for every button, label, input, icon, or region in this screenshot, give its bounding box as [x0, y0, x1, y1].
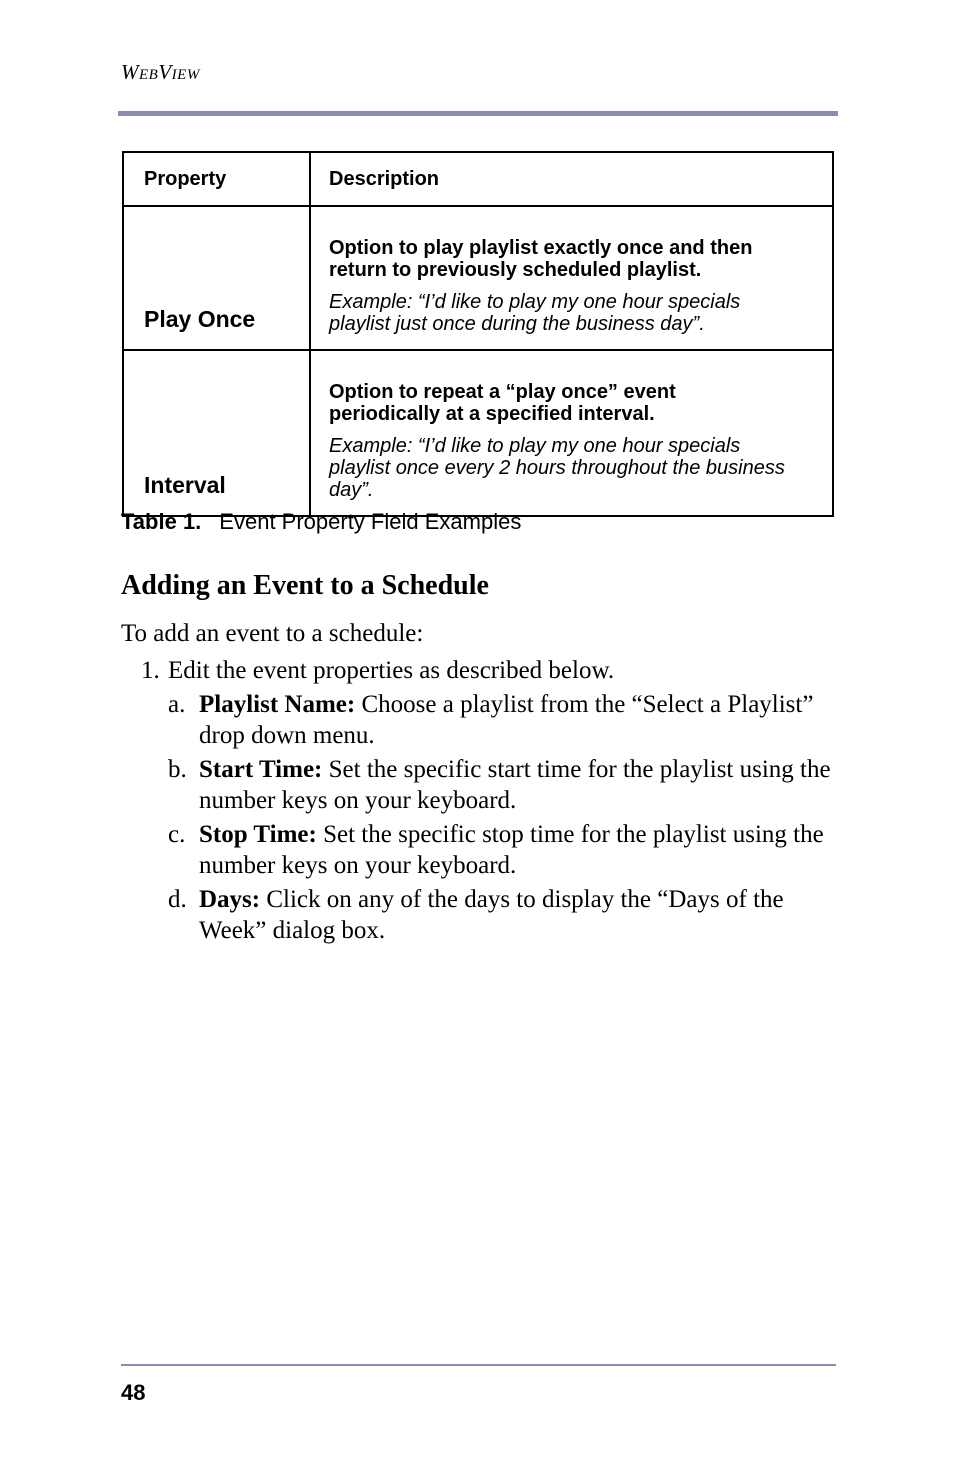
substep-label: Start Time: — [199, 756, 323, 783]
caption-number: Table 1. — [121, 509, 202, 534]
list-item — [168, 754, 841, 816]
body-text — [121, 618, 841, 949]
description-cell — [310, 206, 833, 350]
table-row — [123, 206, 833, 350]
substep-text: Set the specific start time for the playlist using the number keys on your keyboard. — [199, 756, 831, 814]
substep-text: Click on any of the days to display the “Days of the Week” dialog box. — [199, 886, 784, 944]
step-text: Edit the event properties as described below. — [168, 657, 615, 684]
substep-marker: d. — [168, 886, 187, 913]
running-head-v: V — [158, 60, 172, 84]
property-cell: Play Once — [123, 206, 310, 350]
table-row — [123, 350, 833, 516]
list-item — [141, 655, 841, 686]
intro-paragraph: To add an event to a schedule: — [121, 620, 424, 647]
table-caption — [121, 509, 521, 535]
property-table — [122, 151, 834, 517]
substep-text: Set the specific stop time for the playlist using the number keys on your keyboard. — [199, 821, 824, 879]
description-text: Option to play playlist exactly once and then return to previously scheduled playlist. — [329, 237, 753, 281]
header-property: Property — [123, 152, 310, 206]
header-rule — [118, 111, 838, 116]
description-cell — [310, 350, 833, 516]
list-item — [168, 689, 841, 751]
substep-marker: c. — [168, 821, 186, 848]
section-title: Adding an Event to a Schedule — [121, 570, 489, 601]
running-head-eb: EB — [139, 67, 159, 83]
list-item — [168, 884, 841, 946]
list-item — [168, 819, 841, 881]
substep-marker: b. — [168, 756, 187, 783]
description-text: Option to repeat a “play once” event periodically at a specified interval. — [329, 381, 676, 425]
table-header-row — [123, 152, 833, 206]
running-head-iew: IEW — [171, 67, 200, 83]
substep-marker: a. — [168, 691, 186, 718]
footer-rule — [121, 1364, 836, 1366]
substep-label: Stop Time: — [199, 821, 317, 848]
example-text: Example: “I’d like to play my one hour specials playlist once every 2 hours throughout the business day”. — [329, 435, 785, 501]
substep-label: Playlist Name: — [199, 691, 356, 718]
substep-text: Choose a playlist from the “Select a Playlist” drop down menu. — [199, 691, 814, 749]
page-number: 48 — [121, 1380, 146, 1405]
step-marker: 1. — [141, 657, 160, 684]
substep-label: Days: — [199, 886, 261, 913]
caption-text: Event Property Field Examples — [219, 509, 522, 534]
running-head-w: W — [121, 60, 139, 84]
running-head — [121, 60, 200, 85]
example-text: Example: “I’d like to play my one hour specials playlist just once during the business day”. — [329, 291, 741, 335]
header-description: Description — [310, 152, 833, 206]
property-cell: Interval — [123, 350, 310, 516]
